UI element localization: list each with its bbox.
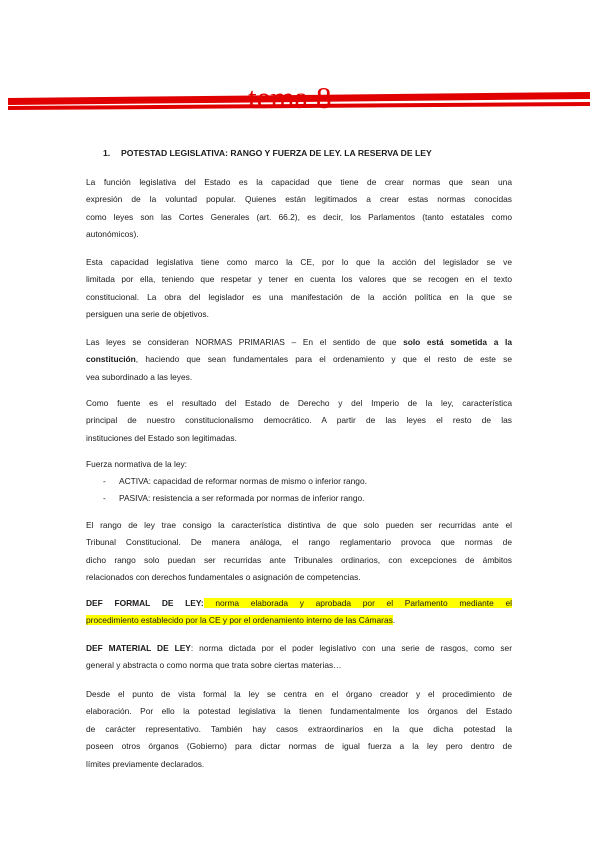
- bold-text: constitución: [86, 354, 136, 365]
- paragraph-normas-primarias: [86, 334, 512, 386]
- paragraph-line: Tribunal Constitucional. De manera análoga, el rango reglamentario provoca que normas de: [86, 537, 512, 548]
- paragraph-line: dicho rango solo puedan ser recurridas ante Tribunales ordinarios, con excepciones de ámbitos: [86, 554, 512, 565]
- paragraph-line: poseen otros órganos (Gobierno) para dictar normas de igual fuerza a la ley pero dentro de: [86, 741, 512, 752]
- paragraph-line: [86, 640, 512, 657]
- paragraph-line: Esta capacidad legislativa tiene como marco la CE, por lo que la acción del legislador se ve: [86, 257, 512, 267]
- paragraph-line: [86, 612, 512, 629]
- paragraph-line: general y abstracta o como norma que trata sobre ciertas materias…: [86, 660, 342, 671]
- text-run: , haciendo que sean fundamentales para el ordenamiento y que el resto de este se: [135, 354, 512, 365]
- section-heading-text: POTESTAD LEGISLATIVA: RANGO Y FUERZA DE LEY. LA RESERVA DE LEY: [121, 148, 432, 158]
- text-run: Las leyes se consideran NORMAS PRIMARIAS – En el sentido de que: [86, 337, 404, 347]
- fuerza-normativa-list: [86, 456, 512, 507]
- paragraph-line: autonómicos).: [86, 229, 139, 240]
- list-dash: -: [103, 493, 106, 503]
- paragraph-capacidad-legislativa: [86, 254, 512, 324]
- paragraph-rango-de-ley: [86, 517, 512, 587]
- paragraph-line: vea subordinado a las leyes.: [86, 371, 193, 382]
- highlighted-text: norma elaborada y aprobada por el Parlamento mediante el: [203, 598, 512, 608]
- text-run: .: [392, 615, 396, 626]
- list-item: [86, 490, 512, 507]
- definition-formal: [86, 595, 512, 630]
- paragraph-line: de carácter representativo. También hay casos extraordinarios en la que dicha potestad la: [86, 723, 512, 734]
- paragraph-line: relacionados con derechos fundamentales o asignación de competencias.: [86, 572, 361, 583]
- paragraph-line: [86, 334, 512, 351]
- paragraph-line: elaboración. Por ello la potestad legislativa la tienen fundamentalmente los órganos del Estado: [86, 706, 512, 717]
- definition-label: DEF FORMAL DE LEY:: [86, 598, 204, 608]
- paragraph-line: persiguen una serie de objetivos.: [86, 309, 209, 320]
- section-heading: [103, 148, 523, 159]
- paragraph-line: constitucional. La obra del legislador es una manifestación de la acción política en la que se: [86, 291, 512, 302]
- paragraph-line: [86, 595, 512, 612]
- paragraph-line: expresión de la voluntad popular. Quienes están legitimados a crear estas normas conocidas: [86, 194, 512, 205]
- bold-text: solo está sometida a la: [403, 337, 512, 347]
- paragraph-fuente: [86, 395, 512, 447]
- list-item-text: ACTIVA: capacidad de reformar normas de mismo o inferior rango.: [119, 476, 367, 486]
- paragraph-line: El rango de ley trae consigo la característica distintiva de que solo pueden ser recurridas ante el: [86, 520, 512, 530]
- paragraph-funcion-legislativa: [86, 174, 512, 244]
- text-run: : norma dictada por el poder legislativo con una serie de rasgos, como ser: [190, 643, 512, 653]
- definition-material: [86, 640, 512, 675]
- paragraph-punto-de-vista-formal: [86, 686, 512, 773]
- paragraph-line: Como fuente es el resultado del Estado de Derecho y del Imperio de la ley, característica: [86, 398, 512, 408]
- section-number: 1.: [103, 148, 111, 158]
- highlighted-text: procedimiento establecido por la CE y por el ordenamiento interno de las Cámaras: [86, 615, 393, 626]
- paragraph-line: La función legislativa del Estado es la capacidad que tiene de crear normas que sean una: [86, 177, 512, 187]
- paragraph-line: como leyes son las Cortes Generales (art. 66.2), es decir, los Parlamentos (tanto estatales como: [86, 211, 512, 222]
- paragraph-line: instituciones del Estado son legitimadas.: [86, 432, 237, 443]
- list-item-text: PASIVA: resistencia a ser reformada por normas de inferior rango.: [119, 493, 365, 503]
- list-label: Fuerza normativa de la ley:: [86, 459, 188, 469]
- list-item: [86, 473, 512, 490]
- paragraph-line: principal de nuestro constitucionalismo democrático. A partir de las leyes el resto de las: [86, 415, 512, 426]
- definition-label: DEF MATERIAL DE LEY: [86, 643, 191, 653]
- paragraph-line: límites previamente declarados.: [86, 758, 205, 769]
- paragraph-line: Desde el punto de vista formal la ley se centra en el órgano creador y el procedimiento de: [86, 689, 512, 699]
- page-title: tema 8: [248, 80, 332, 115]
- paragraph-line: limitada por ella, teniendo que respetar y tener en cuenta los valores que se recogen en el texto: [86, 274, 512, 285]
- list-dash: -: [103, 476, 106, 486]
- paragraph-line: [86, 351, 512, 368]
